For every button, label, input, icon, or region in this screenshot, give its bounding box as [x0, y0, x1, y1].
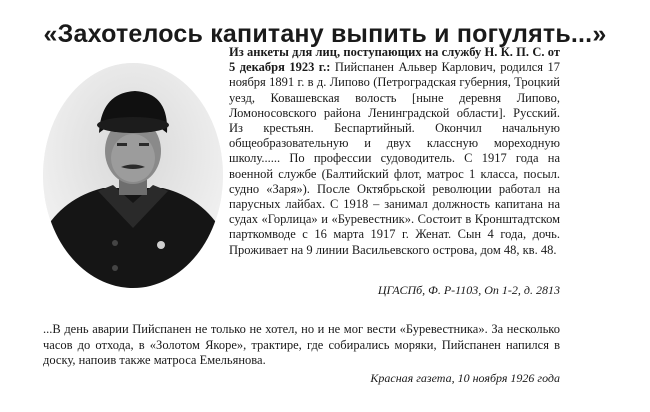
newspaper-quote: ...В день аварии Пийспанен не только не хотел, но и не мог вести «Буревестника». За несколько часов до отхода, в «Золотом Якоре», трактире, где собирались моряки, Пийспанен напился в доску, напоив также матроса Емельянова. [43, 322, 560, 367]
article-title: «Захотелось капитану выпить и погулять...» [43, 20, 607, 48]
biography-paragraph [229, 45, 560, 258]
biography-text: Пийспанен Альвер Карлович, родился 17 ноября 1891 г. в д. Липово (Петроградская губерния, Троцкий уезд, Ковашевская волость [ныне деревня Липово, Ломоносовского района Ленинградской области]. Русский. Из крестьян. Беспартийный. Окончил начальную общеобразовательную и двух классную мореходную школу...... По профессии судоводитель. С 1917 года на военной службе (Балтийский флот, матрос 1 класса, посыл. судно «Заря»). После Октябрьской революции работал на парусных лайбах. С 1918 – занимал должность капитана на судах «Горлица» и «Буревестник». Состоит в Кронштадтском парткомводе с 16 марта 1917 г. Женат. Сын 4 года, дочь. Проживает на 9 линии Васильевского острова, дом 48, кв. 48. [229, 60, 561, 257]
newspaper-source: Красная газета, 10 ноября 1926 года [370, 371, 560, 385]
biography-lead: Из анкеты для лиц, поступающих на службу Н. К. П. С. от 5 декабря 1923 г.: [229, 45, 560, 75]
archive-source: ЦГАСПб, Ф. Р-1103, Оп 1-2, д. 2813 [377, 283, 560, 297]
portrait-photo [43, 63, 223, 288]
